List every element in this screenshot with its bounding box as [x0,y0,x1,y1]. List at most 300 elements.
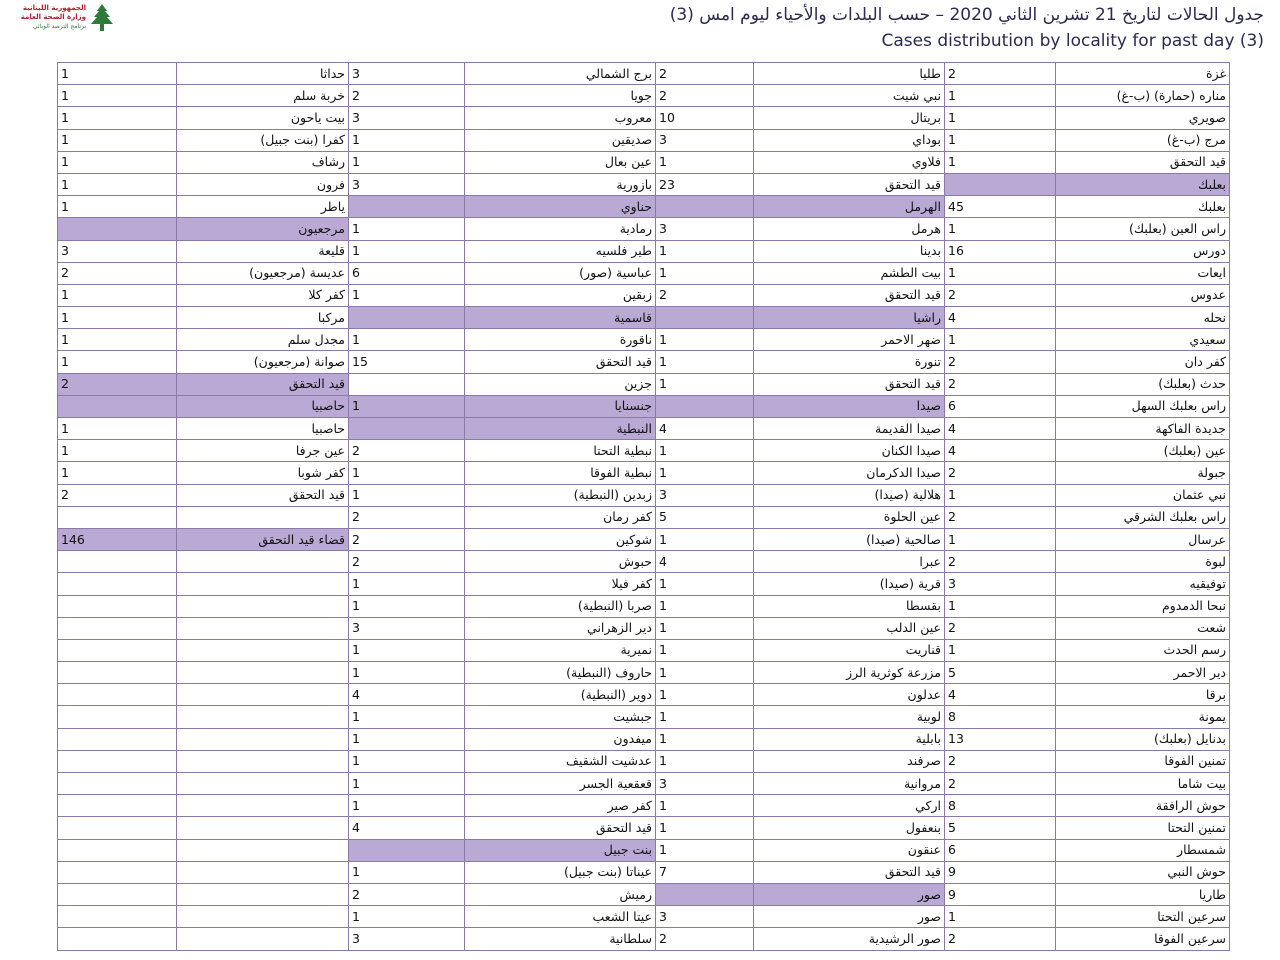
case-count-cell [58,218,177,240]
locality-name-cell: شمسطار [1056,839,1230,861]
locality-name-cell: مركبا [177,307,349,329]
logo-text [8,4,86,31]
district-header-cell: جنسنايا [465,395,656,417]
case-count-cell: 4 [945,684,1056,706]
locality-name-cell [177,839,349,861]
case-count-cell: 3 [656,773,754,795]
table-row [58,107,1230,129]
case-count-cell [58,839,177,861]
case-count-cell: 1 [58,107,177,129]
locality-name-cell: حبوش [465,551,656,573]
case-count-cell: 1 [656,662,754,684]
case-count-cell: 45 [945,196,1056,218]
case-count-cell: 5 [945,817,1056,839]
case-count-cell: 1 [656,573,754,595]
case-count-cell: 1 [58,351,177,373]
case-count-cell: 1 [945,151,1056,173]
locality-name-cell: لبوة [1056,551,1230,573]
table-row [58,151,1230,173]
district-header-cell: النبطية [465,418,656,440]
table-row [58,484,1230,506]
case-count-cell: 7 [656,861,754,883]
case-count-cell [58,573,177,595]
locality-name-cell: حاروف (النبطية) [465,662,656,684]
locality-name-cell: نبحا الدمدوم [1056,595,1230,617]
locality-name-cell: قيد التحقق [754,284,945,306]
locality-name-cell: سرعين الفوقا [1056,928,1230,950]
table-row [58,307,1230,329]
case-count-cell: 1 [349,462,465,484]
locality-name-cell [177,861,349,883]
case-count-cell [656,395,754,417]
case-count-cell [58,795,177,817]
locality-name-cell [177,883,349,905]
locality-name-cell: تمنين التحتا [1056,817,1230,839]
locality-name-cell: بدنايل (بعلبك) [1056,728,1230,750]
case-count-cell: 2 [945,551,1056,573]
district-header-cell: راشيا [754,307,945,329]
case-count-cell: 23 [656,173,754,195]
case-count-cell: 1 [945,107,1056,129]
locality-name-cell: رمادية [465,218,656,240]
case-count-cell: 1 [656,440,754,462]
locality-name-cell: قيد التحقق [465,817,656,839]
case-count-cell: 3 [58,240,177,262]
title-arabic: جدول الحالات لتاريخ 21 تشرين الثاني 2020 – حسب البلدات والأحياء ليوم امس (3) [669,5,1264,25]
case-count-cell: 1 [349,906,465,928]
locality-name-cell: عين الدلب [754,617,945,639]
locality-name-cell: صرفند [754,750,945,772]
table-row [58,462,1230,484]
title-english: Cases distribution by locality for past day (3) [881,31,1264,51]
locality-name-cell: جديدة الفاكهة [1056,418,1230,440]
locality-name-cell: دوير (النبطية) [465,684,656,706]
case-count-cell: 1 [58,196,177,218]
case-count-cell: 1 [656,595,754,617]
locality-name-cell: طير فلسيه [465,240,656,262]
locality-name-cell: هرمل [754,218,945,240]
case-count-cell [656,883,754,905]
case-count-cell: 1 [945,262,1056,284]
locality-name-cell [177,817,349,839]
case-count-cell: 2 [349,440,465,462]
case-count-cell: 1 [656,817,754,839]
locality-name-cell [177,706,349,728]
locality-name-cell: خربة سلم [177,85,349,107]
case-count-cell: 2 [945,63,1056,85]
table-row [58,662,1230,684]
case-count-cell [58,883,177,905]
table-row [58,906,1230,928]
case-count-cell [349,839,465,861]
case-count-cell: 1 [58,85,177,107]
case-count-cell: 1 [656,684,754,706]
case-count-cell: 1 [945,595,1056,617]
locality-name-cell: قعقعية الجسر [465,773,656,795]
locality-name-cell: طاريا [1056,883,1230,905]
locality-name-cell: صالحية (صيدا) [754,528,945,550]
locality-name-cell: عيتا الشعب [465,906,656,928]
locality-name-cell: رشاف [177,151,349,173]
logo-line1: الجمهورية اللبنانية [22,4,86,12]
locality-name-cell: قيد التحقق [754,173,945,195]
case-count-cell: 4 [656,551,754,573]
table-row [58,684,1230,706]
case-count-cell: 1 [58,284,177,306]
case-count-cell: 1 [349,284,465,306]
locality-name-cell: غزة [1056,63,1230,85]
case-count-cell: 1 [349,129,465,151]
locality-name-cell: صربا (النبطية) [465,595,656,617]
locality-name-cell: صور [754,906,945,928]
table-row [58,817,1230,839]
case-count-cell: 9 [945,861,1056,883]
case-count-cell [58,728,177,750]
locality-name-cell: زبقين [465,284,656,306]
locality-name-cell: شوكين [465,528,656,550]
case-count-cell: 1 [945,484,1056,506]
locality-name-cell [177,506,349,528]
case-count-cell: 1 [58,173,177,195]
case-count-cell: 1 [656,706,754,728]
district-header-cell: الهرمل [754,196,945,218]
case-count-cell: 1 [656,839,754,861]
case-count-cell: 1 [58,440,177,462]
case-count-cell [58,551,177,573]
locality-name-cell: سرعين التحتا [1056,906,1230,928]
locality-name-cell: رميش [465,883,656,905]
locality-name-cell [177,551,349,573]
locality-name-cell: دير الزهراني [465,617,656,639]
locality-name-cell: كفرا (بنت جبيل) [177,129,349,151]
locality-name-cell: قرية (صيدا) [754,573,945,595]
table-row [58,373,1230,395]
table-row [58,351,1230,373]
logo-line3: برنامج الترصد الوبائي [32,23,86,30]
locality-name-cell: كفر صير [465,795,656,817]
table-row [58,795,1230,817]
case-count-cell: 1 [945,129,1056,151]
locality-name-cell: برقا [1056,684,1230,706]
table-row [58,63,1230,85]
case-count-cell: 1 [349,240,465,262]
case-count-cell: 1 [349,573,465,595]
locality-name-cell: نبي شيت [754,85,945,107]
locality-name-cell: جزين [465,373,656,395]
case-count-cell [58,706,177,728]
case-count-cell: 3 [349,617,465,639]
table-row [58,706,1230,728]
case-count-cell [945,173,1056,195]
locality-name-cell: بوداي [754,129,945,151]
case-count-cell: 1 [58,151,177,173]
locality-name-cell: قناريت [754,639,945,661]
table-row [58,418,1230,440]
locality-name-cell: عنقون [754,839,945,861]
case-count-cell [58,617,177,639]
table-row [58,240,1230,262]
locality-name-cell: نميرية [465,639,656,661]
case-count-cell: 1 [945,906,1056,928]
logo-line2: وزارة الصحة العامة [20,13,86,21]
case-count-cell [58,817,177,839]
case-count-cell: 1 [945,85,1056,107]
table-row [58,506,1230,528]
locality-name-cell: بيت ياحون [177,107,349,129]
case-count-cell: 1 [945,218,1056,240]
locality-name-cell: برج الشمالي [465,63,656,85]
table-row [58,617,1230,639]
district-header-cell: قاسمية [465,307,656,329]
locality-name-cell: جويا [465,85,656,107]
case-count-cell: 1 [656,329,754,351]
locality-name-cell: بيت الطشم [754,262,945,284]
district-header-cell: قضاء قيد التحقق [177,528,349,550]
locality-name-cell: فلاوي [754,151,945,173]
case-count-cell: 1 [349,706,465,728]
table-row [58,218,1230,240]
locality-name-cell: مروانية [754,773,945,795]
table-row [58,196,1230,218]
cedar-emblem-icon [86,2,118,34]
district-header-cell: قيد التحقق [177,373,349,395]
table-row [58,528,1230,550]
case-count-cell: 4 [656,418,754,440]
locality-name-cell: حوش الرافقة [1056,795,1230,817]
table-row [58,395,1230,417]
locality-name-cell: سلطانية [465,928,656,950]
locality-name-cell: بازورية [465,173,656,195]
locality-name-cell: جبشيت [465,706,656,728]
locality-name-cell: كفر كلا [177,284,349,306]
case-count-cell: 2 [656,284,754,306]
case-count-cell: 2 [58,262,177,284]
case-count-cell: 2 [349,528,465,550]
locality-name-cell: يمونة [1056,706,1230,728]
locality-name-cell: مجدل سلم [177,329,349,351]
case-count-cell: 3 [656,484,754,506]
case-count-cell: 1 [656,351,754,373]
locality-name-cell: صوانة (مرجعيون) [177,351,349,373]
case-count-cell: 1 [656,462,754,484]
locality-name-cell: دير الاحمر [1056,662,1230,684]
table-row [58,773,1230,795]
locality-name-cell: بقسطا [754,595,945,617]
table-body [58,63,1230,951]
case-count-cell: 1 [656,617,754,639]
cases-table [57,62,1230,951]
locality-name-cell: فرون [177,173,349,195]
case-count-cell: 1 [349,639,465,661]
case-count-cell: 1 [58,329,177,351]
locality-name-cell: سعيدي [1056,329,1230,351]
case-count-cell: 1 [349,151,465,173]
case-count-cell: 8 [945,795,1056,817]
locality-name-cell: عديسة (مرجعيون) [177,262,349,284]
case-count-cell: 1 [58,63,177,85]
table-row [58,551,1230,573]
case-count-cell: 2 [945,773,1056,795]
locality-name-cell: حداثا [177,63,349,85]
locality-name-cell [177,750,349,772]
case-count-cell: 3 [656,906,754,928]
district-header-cell: حناوي [465,196,656,218]
case-count-cell: 2 [349,551,465,573]
case-count-cell [656,307,754,329]
table-row [58,129,1230,151]
locality-name-cell: مناره (حمارة) (ب-غ) [1056,85,1230,107]
table-row [58,750,1230,772]
case-count-cell: 1 [656,639,754,661]
locality-name-cell: تمنين الفوقا [1056,750,1230,772]
case-count-cell [58,506,177,528]
case-count-cell: 1 [58,307,177,329]
case-count-cell: 4 [349,817,465,839]
locality-name-cell: صويري [1056,107,1230,129]
case-count-cell: 1 [349,218,465,240]
locality-name-cell: عيناتا (بنت جبيل) [465,861,656,883]
case-count-cell: 1 [349,773,465,795]
locality-name-cell: لوبية [754,706,945,728]
case-count-cell: 2 [58,484,177,506]
district-header-cell: صيدا [754,395,945,417]
locality-name-cell: كفر فيلا [465,573,656,595]
locality-name-cell [177,595,349,617]
locality-name-cell [177,639,349,661]
locality-name-cell: مزرعة كوثرية الرز [754,662,945,684]
locality-name-cell: حاصبيا [177,418,349,440]
locality-name-cell [177,928,349,950]
case-count-cell [656,196,754,218]
locality-name-cell: ايعات [1056,262,1230,284]
table-row [58,573,1230,595]
locality-name-cell: بدينا [754,240,945,262]
district-header-cell: بعلبك [1056,173,1230,195]
table-row [58,639,1230,661]
table-row [58,284,1230,306]
case-count-cell: 2 [656,928,754,950]
case-count-cell: 10 [656,107,754,129]
case-count-cell: 1 [656,528,754,550]
case-count-cell: 2 [945,617,1056,639]
case-count-cell: 1 [656,151,754,173]
case-count-cell: 1 [656,240,754,262]
table-row [58,728,1230,750]
locality-name-cell: عين الحلوة [754,506,945,528]
locality-name-cell: بيت شاما [1056,773,1230,795]
case-count-cell: 4 [349,684,465,706]
page-header [0,0,1280,58]
case-count-cell: 4 [945,440,1056,462]
locality-name-cell: حدث (بعلبك) [1056,373,1230,395]
case-count-cell [58,773,177,795]
locality-name-cell: شعت [1056,617,1230,639]
locality-name-cell: قيد التحقق [177,484,349,506]
locality-name-cell: حوش النبي [1056,861,1230,883]
locality-name-cell: ضهر الاحمر [754,329,945,351]
case-count-cell: 3 [349,107,465,129]
case-count-cell: 1 [945,329,1056,351]
locality-name-cell: صور الرشيدية [754,928,945,950]
locality-name-cell: عباسية (صور) [465,262,656,284]
case-count-cell: 2 [945,462,1056,484]
case-count-cell: 1 [349,662,465,684]
case-count-cell: 3 [349,63,465,85]
locality-name-cell: عين بعال [465,151,656,173]
case-count-cell: 2 [656,63,754,85]
locality-name-cell: توفيقيه [1056,573,1230,595]
case-count-cell: 2 [945,373,1056,395]
locality-name-cell: نبي عثمان [1056,484,1230,506]
case-count-cell: 1 [58,418,177,440]
locality-name-cell: قيد التحقق [1056,151,1230,173]
case-count-cell [349,196,465,218]
locality-name-cell: مرج (ب-غ) [1056,129,1230,151]
case-count-cell: 1 [349,728,465,750]
locality-name-cell: ميفدون [465,728,656,750]
case-count-cell: 4 [945,418,1056,440]
case-count-cell: 6 [349,262,465,284]
locality-name-cell: كفر شوبا [177,462,349,484]
locality-name-cell: ناقورة [465,329,656,351]
case-count-cell: 2 [945,928,1056,950]
case-count-cell: 6 [945,395,1056,417]
locality-name-cell: راس بعلبك الشرقي [1056,506,1230,528]
case-count-cell: 2 [349,506,465,528]
case-count-cell: 16 [945,240,1056,262]
case-count-cell: 9 [945,883,1056,905]
locality-name-cell [177,573,349,595]
table-row [58,861,1230,883]
case-count-cell: 3 [349,928,465,950]
locality-name-cell: عدشيت الشقيف [465,750,656,772]
case-count-cell: 3 [945,573,1056,595]
case-count-cell: 3 [656,218,754,240]
locality-name-cell: عدوس [1056,284,1230,306]
case-count-cell: 1 [656,795,754,817]
locality-name-cell: قيد التحقق [754,373,945,395]
case-count-cell [58,662,177,684]
locality-name-cell: تنورة [754,351,945,373]
table-row [58,329,1230,351]
locality-name-cell: صيدا الدكرمان [754,462,945,484]
locality-name-cell: راس العين (بعلبك) [1056,218,1230,240]
locality-name-cell: اركي [754,795,945,817]
locality-name-cell [177,773,349,795]
case-count-cell: 1 [349,595,465,617]
case-count-cell: 6 [945,839,1056,861]
locality-name-cell: عبرا [754,551,945,573]
case-count-cell: 2 [945,750,1056,772]
case-count-cell [349,418,465,440]
locality-name-cell [177,662,349,684]
table-row [58,173,1230,195]
locality-name-cell: بريتال [754,107,945,129]
table-row [58,440,1230,462]
case-count-cell: 1 [349,750,465,772]
case-count-cell: 2 [945,284,1056,306]
case-count-cell [349,373,465,395]
case-count-cell: 8 [945,706,1056,728]
district-header-cell: صور [754,883,945,905]
locality-name-cell [177,617,349,639]
case-count-cell: 1 [656,728,754,750]
table-row [58,883,1230,905]
case-count-cell: 4 [945,307,1056,329]
locality-name-cell: بابلية [754,728,945,750]
case-count-cell: 1 [349,329,465,351]
case-count-cell: 2 [945,351,1056,373]
